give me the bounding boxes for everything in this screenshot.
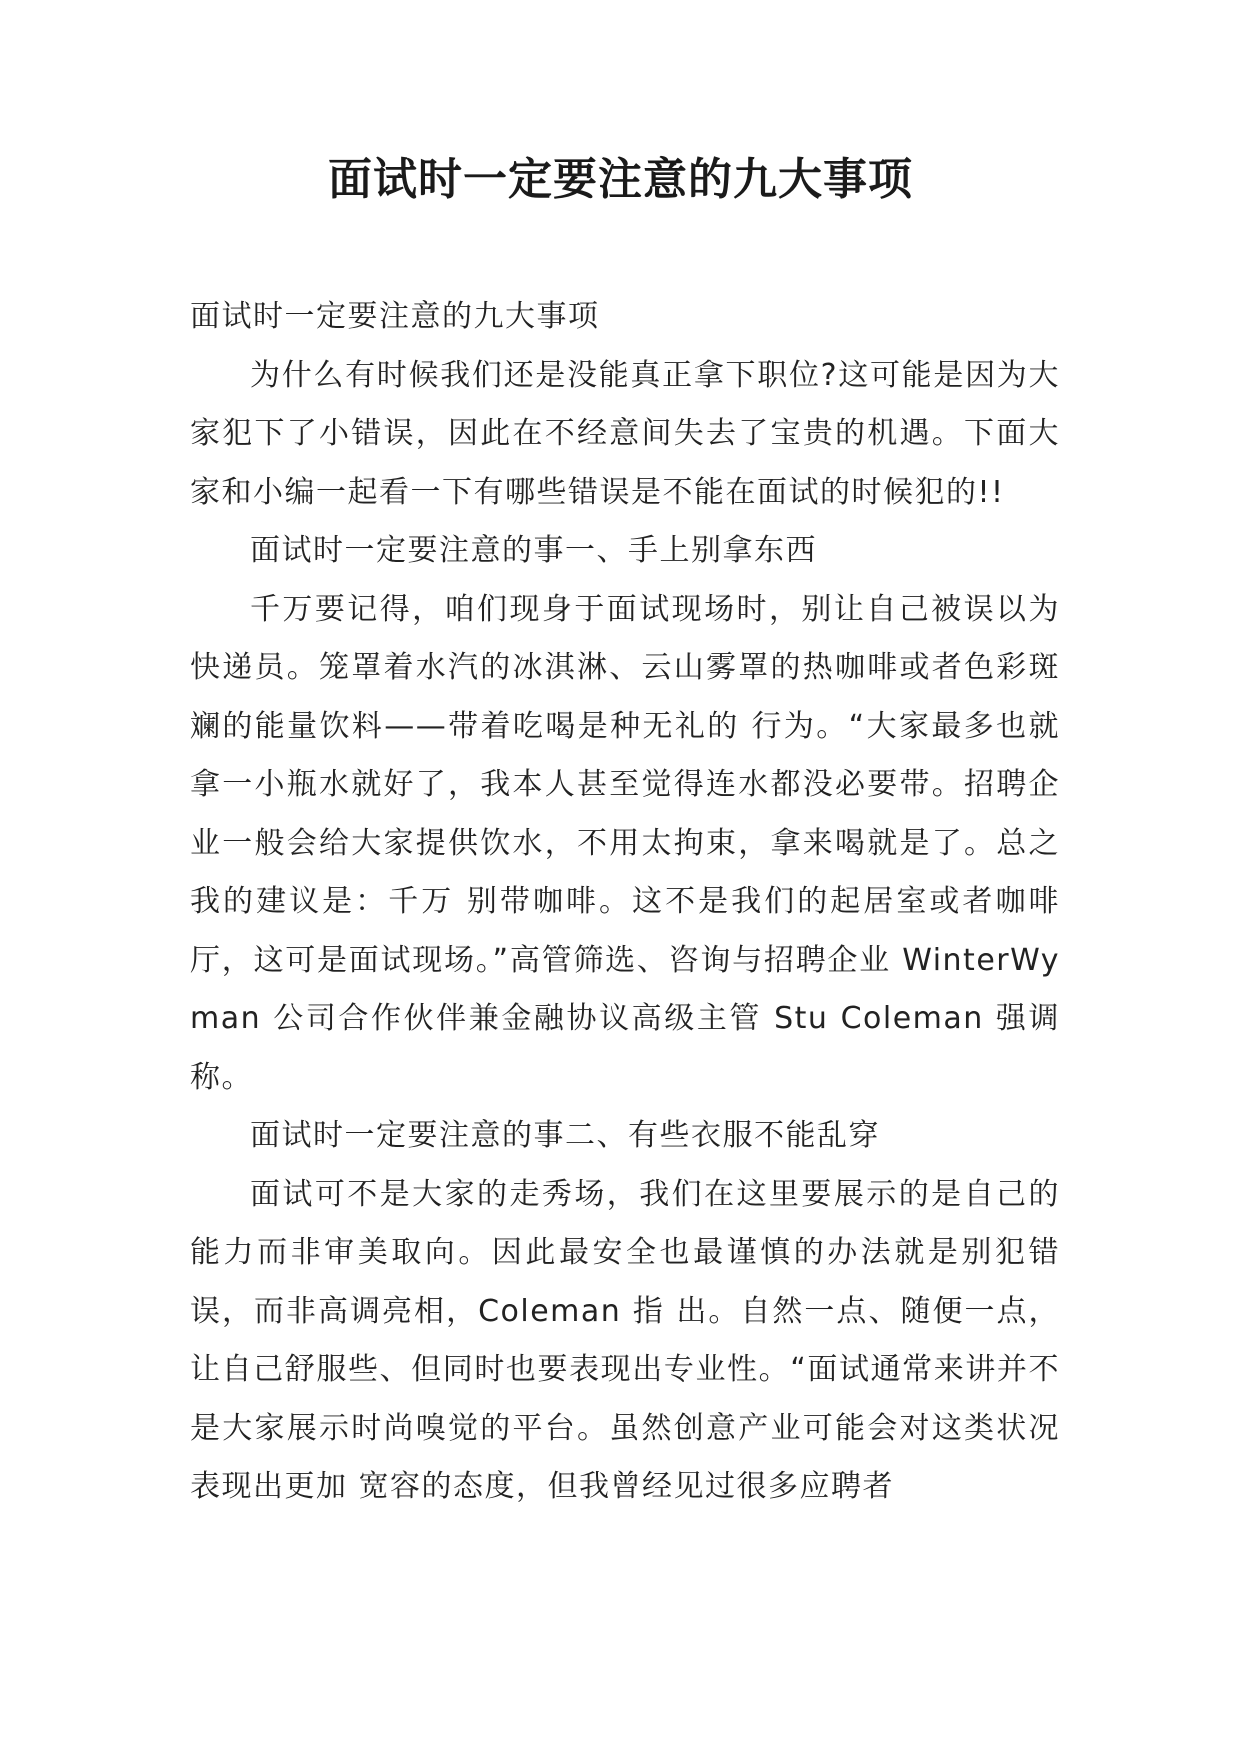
section-heading: 面试时一定要注意的事一、手上别拿东西 — [250, 533, 817, 568]
body-paragraph: 为什么有时候我们还是没能真正拿下职位?这可能是因为大家犯下了小错误，因此在不经意间失去了宝贵的机遇。下面大家和小编一起看一下有哪些错误是不能在面试的时候犯的!! — [190, 357, 1060, 510]
document-body — [190, 288, 1060, 1517]
document-title: 面试时一定要注意的九大事项 — [328, 154, 913, 205]
body-paragraph: 千万要记得，咱们现身于面试现场时，别让自己被误以为快递员。笼罩着水汽的冰淇淋、云山雾罩的热咖啡或者色彩斑斓的能量饮料——带着吃喝是种无礼的 行为。“大家最多也就拿一小瓶水就好了，我本人甚至觉得连水都没必要带。招聘企业一般会给大家提供饮水，不用太拘束，拿来喝就是了。总之我的建议是：千万 别带咖啡。这不是我们的起居室或者咖啡厅，这可是面试现场。”高管筛选、咨询与招聘企业 WinterWyman 公司合作伙伴兼金融协议高级主管 Stu Coleman 强调称。 — [190, 591, 1060, 1095]
body-paragraph: 面试时一定要注意的九大事项 — [190, 299, 600, 334]
section-heading: 面试时一定要注意的事二、有些衣服不能乱穿 — [250, 1118, 880, 1153]
body-paragraph: 面试可不是大家的走秀场，我们在这里要展示的是自己的能力而非审美取向。因此最安全也最谨慎的办法就是别犯错误，而非高调亮相，Coleman 指 出。自然一点、随便一点，让自己舒服些、但同时也要表现出专业性。“面试通常来讲并不是大家展示时尚嗅觉的平台。虽然创意产业可能会对这类状况表现出更加 宽容的态度，但我曾经见过很多应聘者 — [190, 1176, 1060, 1504]
